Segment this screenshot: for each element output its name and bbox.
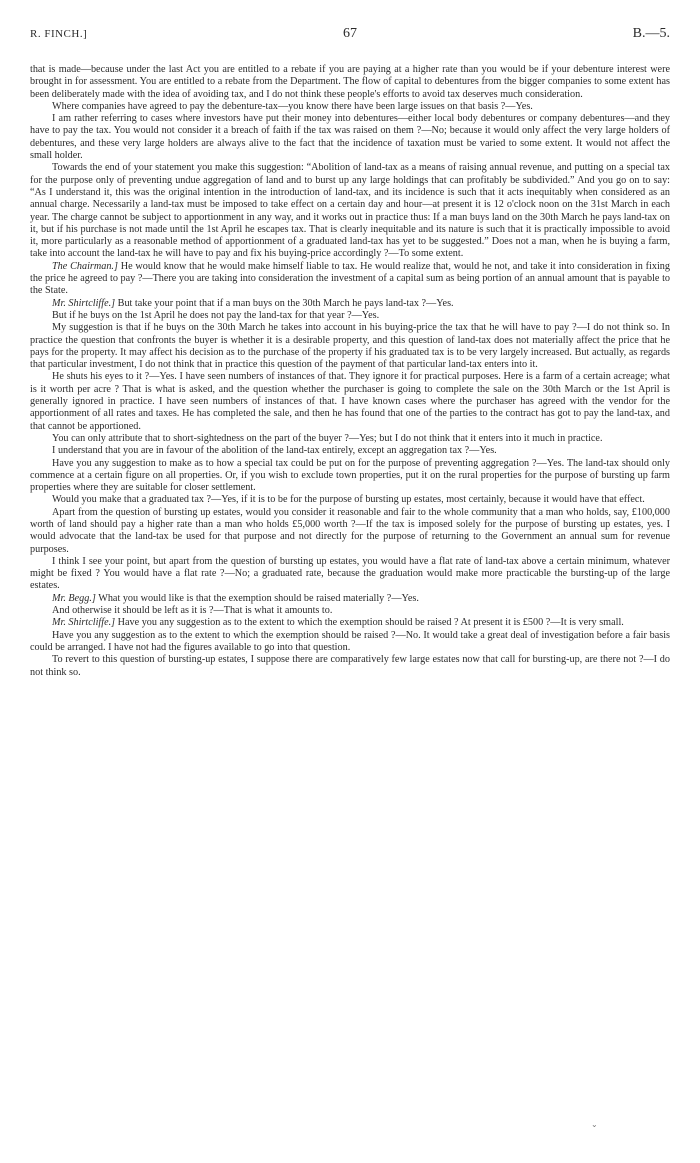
witness-name: R. FINCH.] <box>30 28 88 40</box>
speaker-label: Mr. Shirtcliffe.] <box>52 617 116 629</box>
paragraph-text: But take your point that if a man buys on the 30th March he pays land-tax ?—Yes. <box>115 297 454 309</box>
paragraph <box>30 261 670 298</box>
paragraph <box>30 494 670 506</box>
paragraph-text: And otherwise it should be left as it is ?—That is what it amounts to. <box>52 605 333 617</box>
paragraph-text: My suggestion is that if he buys on the 30th March he takes into account in his buying-price the tax that he will have to pay ?—I do not think so. In practice the question that confronts the buyer is whether it is a desirable property, and this question of land-tax does not materially affect the price that he pays for the property. It may affect his decision as to the purchase of the property if his graduated tax is to be very largely increased. But actually, as regards that particular investment, I do not think that in practice this question of the payment of that particular land-tax enters into it. <box>30 322 670 371</box>
paragraph-text: Have you any suggestion to make as to how a special tax could be put on for the purpose of preventing aggregation ?—Yes. The land-tax should only commence at a certain figure on all properties. Or, if you wish to exclude town properties, put it on the rural properties for the purpose of bursting up farm properties where they are suitable for closer settlement. <box>30 457 670 494</box>
paragraph-text: He shuts his eyes to it ?—Yes. I have seen numbers of instances of that. They ignore it for practical purposes. Here is a farm of a certain acreage; what is it worth per acre ? That is what is asked, and the question whether the purchaser is going to complete the sale on the 30th March or the 1st April is generally ignored in practice. I have seen numbers of instances of that. I have known cases where the purchaser has agreed with the vendor for the apportionment of all rates and taxes. He has completed the sale, and then he has found that one of the parties to the contract has got to pay the land-tax, and that cannot be apportioned. <box>30 371 670 432</box>
paragraph <box>30 113 670 162</box>
paragraph <box>30 433 670 445</box>
paragraph-text: Have you any suggestion as to the extent to which the exemption should be raised ?—No. It would take a great deal of investigation before a fair basis could be arranged. I have not had the figures available to go into that question. <box>30 629 670 653</box>
paragraph-text: He would know that he would make himself liable to tax. He would realize that, would he not, and take it into consideration in fixing the price he agreed to pay ?—There you are taking into consideration the investment of a capital sum as being portion of an annual amount that is payable to the State. <box>30 260 670 297</box>
speaker-label: The Chairman.] <box>52 260 118 272</box>
paragraph <box>30 593 670 605</box>
body-text <box>30 64 670 679</box>
paragraph <box>30 507 670 556</box>
paragraph-text: You can only attribute that to short-sightedness on the part of the buyer ?—Yes; but I do not think that it enters into it much in practice. <box>52 432 603 444</box>
speaker-label: Mr. Begg.] <box>52 592 96 604</box>
paragraph <box>30 64 670 101</box>
paragraph <box>30 310 670 322</box>
paragraph-text: To revert to this question of bursting-up estates, I suppose there are comparatively few large estates now that call for bursting-up, are there not ?—I do not think so. <box>30 654 670 678</box>
page-header <box>30 28 670 50</box>
paragraph-text: I understand that you are in favour of the abolition of the land-tax entirely, except an aggregation tax ?—Yes. <box>52 445 497 457</box>
paragraph <box>30 101 670 113</box>
paragraph-text: Apart from the question of bursting up estates, would you consider it reasonable and fair to the whole community that a man who holds, say, £100,000 worth of land should pay a higher rate than a man who holds £5,000 worth ?—If the tax is imposed solely for the purpose of bursting up estates, yes. I would advocate that the land-tax be used for that purpose and not directly for the purpose of returning to the Government an annual sum for revenue purposes. <box>30 506 670 555</box>
paragraph-text: Where companies have agreed to pay the debenture-tax—you know there have been large issues on that basis ?—Yes. <box>52 100 533 112</box>
speaker-label: Mr. Shirtcliffe.] <box>52 297 116 309</box>
paragraph <box>30 298 670 310</box>
paragraph <box>30 630 670 655</box>
paragraph <box>30 654 670 679</box>
paragraph-text: Towards the end of your statement you make this suggestion: “Abolition of land-tax as a means of raising annual revenue, and putting on a special tax for the purpose only of preventing undue aggregation of land and to burst up any large holdings that can profitably be subdivided.” And you go on to say: “As I understand it, this was the original intention in the introduction of land-tax, and its incidence is such that it acts inequitably when considered as an annual charge. Necessarily a land-tax must be imposed to take effect on a certain day and hour—at present it is 12 o'clock noon on the 31st March in each year. The charge cannot be subject to apportionment in any way, and it works out in practice thus: If a man buys land on the 30th March he pays land-tax on it, but if his purchase is not made until the 1st April he escapes tax. That is clearly inequitable and its nature is such that it is practically impossible to avoid it, more particularly as a reasonable method of apportionment of a graduated land-tax has yet to be suggested.” Does not a man, when he is buying a farm, take into account the land-tax he will have to pay and fix his buying-price accordingly ?—To some extent. <box>30 162 670 260</box>
paragraph-text: I am rather referring to cases where investors have put their money into debentures—either local body debentures or company debentures—and they have to pay the tax. You would not consider it a breach of faith if the tax was raised on them ?—No; because it would only affect the very large holders of debentures, and these very large holders are always alive to the fact that the incidence of taxation must be varied to some extent. It would not affect the small holder. <box>30 113 670 162</box>
paragraph-text: Would you make that a graduated tax ?—Yes, if it is to be for the purpose of bursting up estates, most certainly, because it would have that effect. <box>52 494 645 506</box>
paragraph <box>30 617 670 629</box>
paragraph <box>30 605 670 617</box>
paragraph <box>30 556 670 593</box>
page-number: 67 <box>343 26 357 41</box>
paragraph-text: that is made—because under the last Act you are entitled to a rebate if you are paying at a higher rate than you would be if your debenture interest were brought in for assessment. You are entitled to a rebate from the Department. The flow of capital to debentures from the bigger companies to some extent has been deliberately made with the idea of avoiding tax, and I do not think these people's efforts to avoid tax deserves much consideration. <box>30 64 670 100</box>
paragraph <box>30 458 670 495</box>
paragraph-text: Have you any suggestion as to the extent to which the exemption should be raised ? At present it is £500 ?—It is very small. <box>115 617 624 629</box>
paragraph-text: But if he buys on the 1st April he does not pay the land-tax for that year ?—Yes. <box>52 309 380 321</box>
paragraph-text: What you would like is that the exemption should be raised materially ?—Yes. <box>95 592 419 604</box>
paragraph-text: I think I see your point, but apart from the question of bursting up estates, you would have a flat rate of land-tax above a certain minimum, whatever might be fixed ? You would have a flat rate ?—No; a graduated rate, because the graduation would make more practicable the bursting-up of the large estates. <box>30 555 670 592</box>
document-reference: B.—5. <box>632 26 670 41</box>
scan-mark: ⌄ <box>591 1120 598 1129</box>
paragraph <box>30 322 670 371</box>
paragraph <box>30 162 670 260</box>
paragraph <box>30 445 670 457</box>
document-page <box>30 28 670 679</box>
paragraph <box>30 371 670 432</box>
